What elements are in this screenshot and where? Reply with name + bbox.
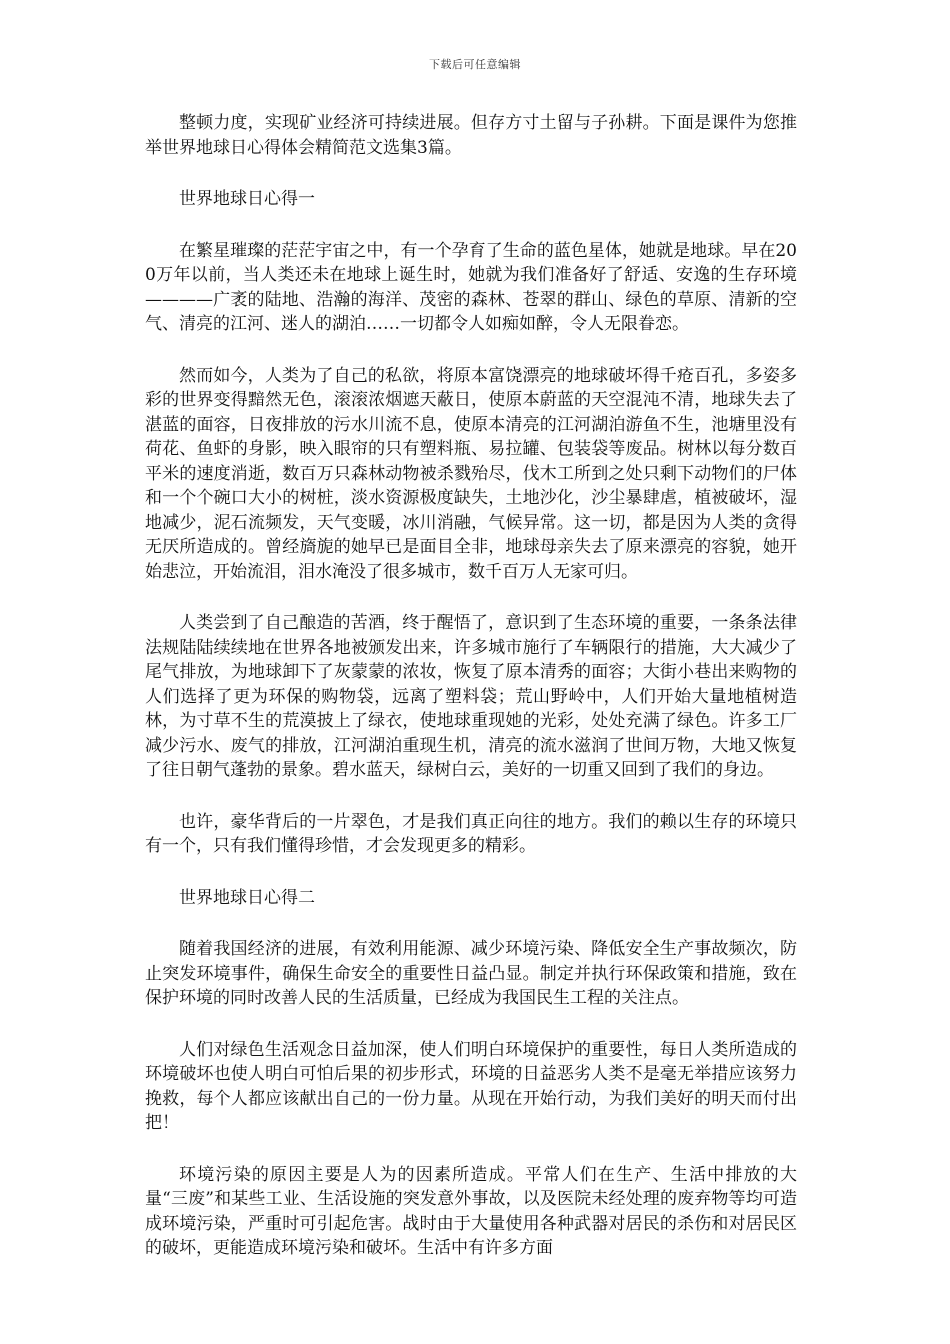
document-body: [145, 111, 797, 1288]
section-2-heading: 世界地球日心得二: [179, 887, 315, 908]
section-1-paragraph-4: 也许，豪华背后的一片翠色，才是我们真正向往的地方。我们的赖以生存的环境只有一个，只有我们懂得珍惜，才会发现更多的精彩。: [145, 811, 797, 856]
section-1-paragraph-2: 然而如今，人类为了自己的私欲，将原本富饶漂亮的地球破坏得千疮百孔，多姿多彩的世界变得黯然无色，滚滚浓烟遮天蔽日，使原本蔚蓝的天空混沌不清，地球失去了湛蓝的面容，日夜排放的污水川流不息，使原本清亮的江河湖泊游鱼不生，池塘里没有荷花、鱼虾的身影，映入眼帘的只有塑料瓶、易拉罐、包装袋等废品。树林以每分数百平米的速度消逝，数百万只森林动物被杀戮殆尽，伐木工所到之处只剩下动物们的尸体和一个个碗口大小的树桩，淡水资源极度缺失，土地沙化，沙尘暴肆虐，植被破坏，湿地减少，泥石流频发，天气变暖，冰川消融，气候异常。这一切，都是因为人类的贪得无厌所造成的。曾经旖旎的她早已是面目全非，地球母亲失去了原来漂亮的容貌，她开始悲泣，开始流泪，泪水淹没了很多城市，数千百万人无家可归。: [145, 365, 797, 582]
section-2-paragraph-2: 人们对绿色生活观念日益加深，使人们明白环境保护的重要性，每日人类所造成的环境破坏也使人明白可怕后果的初步形式，环境的日益恶劣人类不是毫无举措应该努力挽救，每个人都应该献出自己的一份力量。从现在开始行动，为我们美好的明天而付出把！: [145, 1039, 797, 1133]
section-2-paragraph-1: 随着我国经济的进展，有效利用能源、减少环境污染、降低安全生产事故频次，防止突发环境事件，确保生命安全的重要性日益凸显。制定并执行环保政策和措施，致在保护环境的同时改善人民的生活质量，已经成为我国民生工程的关注点。: [145, 939, 797, 1008]
page-header-note: 下载后可任意编辑: [429, 58, 521, 71]
section-1-paragraph-3: 人类尝到了自己酿造的苦酒，终于醒悟了，意识到了生态环境的重要，一条条法律法规陆陆续续地在世界各地被颁发出来，许多城市施行了车辆限行的措施，大大减少了尾气排放，为地球卸下了灰蒙蒙的浓妆，恢复了原本清秀的面容；大街小巷出来购物的人们选择了更为环保的购物袋，远离了塑料袋；荒山野岭中，人们开始大量地植树造林，为寸草不生的荒漠披上了绿衣，使地球重现她的光彩，处处充满了绿色。许多工厂减少污水、废气的排放，江河湖泊重现生机，清亮的流水滋润了世间万物，大地又恢复了往日朝气蓬勃的景象。碧水蓝天，绿树白云，美好的一切重又回到了我们的身边。: [145, 613, 797, 780]
section-1-paragraph-1: 在繁星璀璨的茫茫宇宙之中，有一个孕育了生命的蓝色星体，她就是地球。早在200万年以前，当人类还未在地球上诞生时，她就为我们准备好了舒适、安逸的生存环境————广袤的陆地、浩瀚的海洋、茂密的森林、苍翠的群山、绿色的草原、清新的空气、清亮的江河、迷人的湖泊……一切都令人如痴如醉，令人无限眷恋。: [145, 240, 797, 334]
intro-paragraph: 整顿力度，实现矿业经济可持续进展。但存方寸土留与子孙耕。下面是课件为您推举世界地球日心得体会精简范文选集3篇。: [145, 113, 797, 158]
section-1-heading: 世界地球日心得一: [179, 189, 315, 209]
section-2-paragraph-3: 环境污染的原因主要是人为的因素所造成。平常人们在生产、生活中排放的大量“三废”和某些工业、生活设施的突发意外事故，以及医院未经处理的废弃物等均可造成环境污染，严重时可引起危害。战时由于大量使用各种武器对居民的杀伤和对居民区的破坏，更能造成环境污染和破坏。生活中有许多方面: [145, 1164, 797, 1258]
